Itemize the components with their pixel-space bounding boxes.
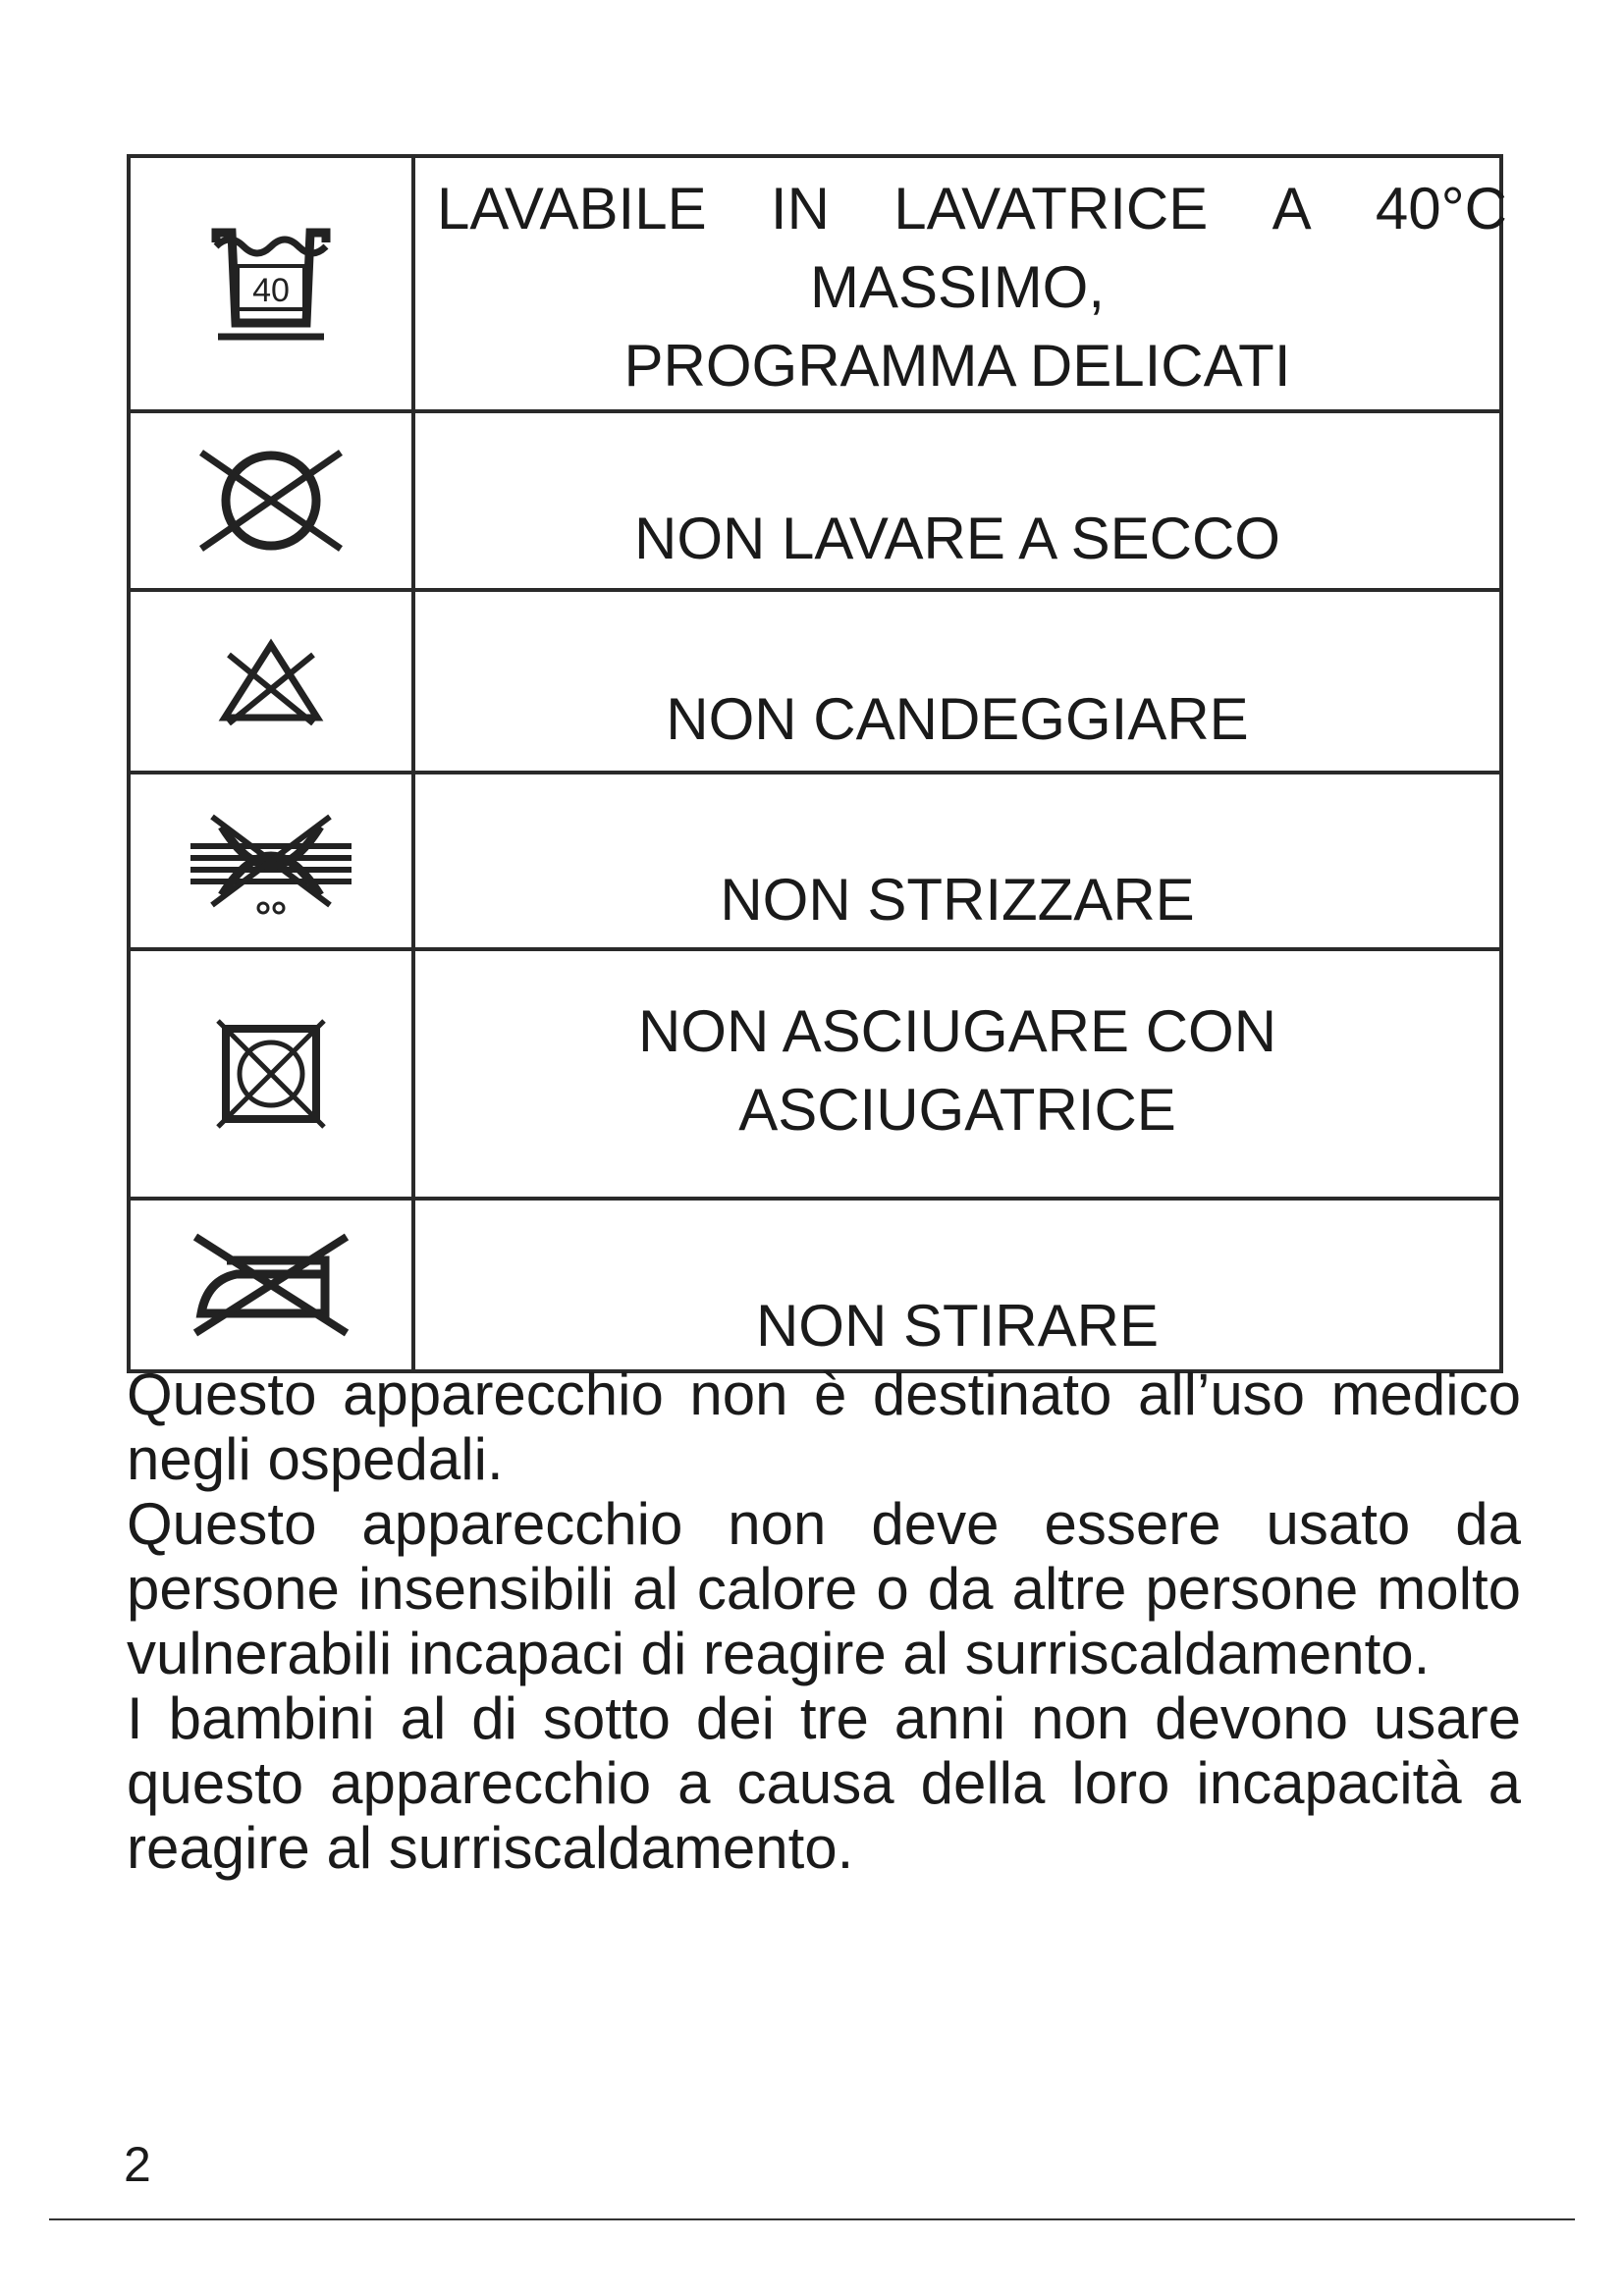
page-number: 2: [124, 2137, 151, 2192]
no-dry-clean-icon: [188, 447, 354, 555]
care-icon-cell: [129, 411, 413, 590]
care-icon-cell: [129, 949, 413, 1199]
no-tumble-dry-icon: [212, 1015, 330, 1133]
footer-divider: [49, 2218, 1575, 2220]
word: LAVATRICE: [893, 176, 1209, 241]
word: A: [1272, 176, 1312, 241]
care-text-cell: NON CANDEGGIARE: [413, 590, 1501, 773]
safety-notes: [127, 1362, 1521, 1881]
no-iron-icon: [178, 1231, 364, 1339]
wash-40-icon: [202, 225, 340, 343]
care-row-wash: [129, 156, 1501, 411]
care-icon-cell: [129, 590, 413, 773]
care-row-bleach: [129, 590, 1501, 773]
word: LAVABILE: [437, 176, 707, 241]
note-paragraph-children: I bambini al di sotto dei tre anni non devono usare questo apparecchio a causa della loro incapacità a reagire al surriscaldamento.: [127, 1685, 1521, 1881]
care-row-tumble-dry: [129, 949, 1501, 1199]
care-row-iron: [129, 1199, 1501, 1371]
care-icon-cell: [129, 156, 413, 411]
care-text-cell: NON STRIZZARE: [413, 773, 1501, 949]
care-text-cell: NON STIRARE: [413, 1199, 1501, 1371]
no-bleach-icon: [217, 637, 325, 725]
care-text-cell: NON LAVARE A SECCO: [413, 411, 1501, 590]
care-text-cell: [413, 156, 1507, 411]
care-text-cell: [413, 949, 1501, 1199]
care-icon-cell: [129, 1199, 413, 1371]
care-symbols-table: [127, 154, 1507, 1373]
no-wring-icon: [183, 807, 359, 915]
note-paragraph-insensitive-persons: Questo apparecchio non deve essere usato da persone insensibili al calore o da altre persone molto vulnerabili incapaci di reagire al surriscaldamento.: [127, 1491, 1521, 1686]
word: IN: [770, 176, 830, 241]
care-row-dry-clean: [129, 411, 1501, 590]
note-paragraph-medical: Questo apparecchio non è destinato all’uso medico negli ospedali.: [127, 1362, 1521, 1492]
care-tumble-line2: ASCIUGATRICE: [738, 1077, 1176, 1143]
wash-temperature-label: 40: [252, 272, 290, 309]
care-tumble-line1: NON ASCIUGARE CON: [637, 998, 1277, 1064]
care-wash-line1: [415, 170, 1507, 248]
word: 40°C: [1375, 176, 1507, 241]
care-wash-line2: MASSIMO,: [809, 254, 1106, 320]
care-row-wring: [129, 773, 1501, 949]
care-icon-cell: [129, 773, 413, 949]
care-wash-line3: PROGRAMMA DELICATI: [623, 333, 1291, 399]
